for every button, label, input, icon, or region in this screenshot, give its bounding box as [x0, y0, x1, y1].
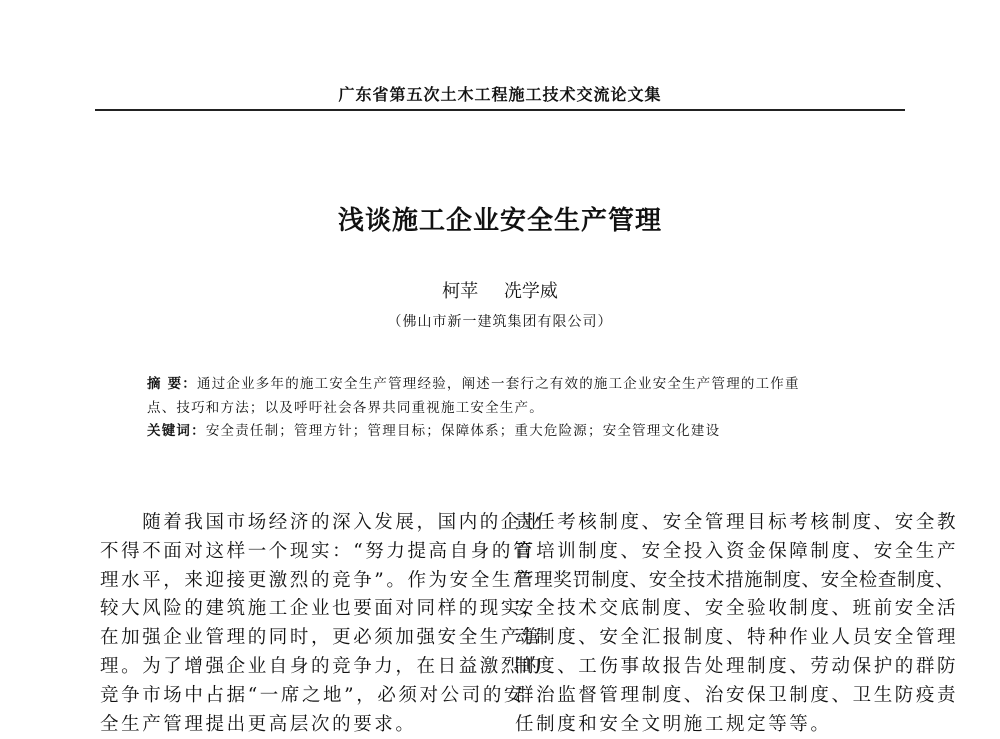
abstract-label: 摘 要：	[147, 376, 197, 392]
text-line: 动制度、安全汇报制度、特种作业人员安全管理	[515, 627, 959, 649]
author: 冼学威	[503, 281, 558, 302]
abstract-text: 通过企业多年的施工安全生产管理经验，阐述一套行之有效的施工企业安全生产管理的工作重	[197, 376, 800, 392]
text-line: 责任考核制度、安全管理目标考核制度、安全教	[515, 512, 959, 533]
abstract-line: 点、技巧和方法；以及呼吁社会各界共同重视施工安全生产。	[147, 399, 544, 416]
text-line: 全生产管理提出更高层次的要求。	[100, 713, 417, 735]
text-line: 群治监督管理制度、治安保卫制度、卫生防疫责	[515, 684, 959, 706]
text-line: 安全技术交底制度、安全验收制度、班前安全活	[515, 598, 959, 620]
keywords-line	[147, 420, 867, 444]
text-line: 在加强企业管理的同时，更必须加强安全生产管	[100, 627, 544, 649]
text-line: 理水平，来迎接更激烈的竞争”。作为安全生产	[100, 569, 535, 591]
keywords-text: 安全责任制；管理方针；管理目标；保障体系；重大危险源；安全管理文化建设	[205, 423, 721, 439]
text-line: 竞争市场中占据“一席之地”，必须对公司的安	[100, 684, 526, 706]
affiliation: （佛山市新一建筑集团有限公司）	[387, 314, 613, 330]
text-line: 不得不面对这样一个现实：“努力提高自身的管	[100, 540, 535, 562]
text-line: 任制度和安全文明施工规定等等。	[515, 713, 832, 735]
text-line: 理。为了增强企业自身的竞争力，在日益激烈的	[100, 655, 544, 677]
keywords-label: 关键词：	[147, 423, 206, 439]
text-line: 制度、工伤事故报告处理制度、劳动保护的群防	[515, 655, 959, 677]
body-column-left	[100, 509, 543, 739]
abstract-line	[147, 373, 867, 397]
text-line: 管理奖罚制度、安全技术措施制度、安全检查制度、	[515, 569, 955, 591]
text-line: 随着我国市场经济的深入发展，国内的企业	[100, 512, 544, 533]
authors	[0, 277, 1000, 303]
abstract-block	[147, 373, 867, 444]
paper-title: 浅谈施工企业安全生产管理	[337, 206, 662, 236]
body-column-right	[515, 509, 958, 739]
header-rule	[95, 109, 905, 111]
running-header: 广东省第五次土木工程施工技术交流论文集	[338, 85, 662, 104]
author: 柯苹	[442, 281, 479, 302]
text-line: 育培训制度、安全投入资金保障制度、安全生产	[515, 540, 959, 562]
text-line: 较大风险的建筑施工企业也要面对同样的现实，	[100, 598, 544, 620]
